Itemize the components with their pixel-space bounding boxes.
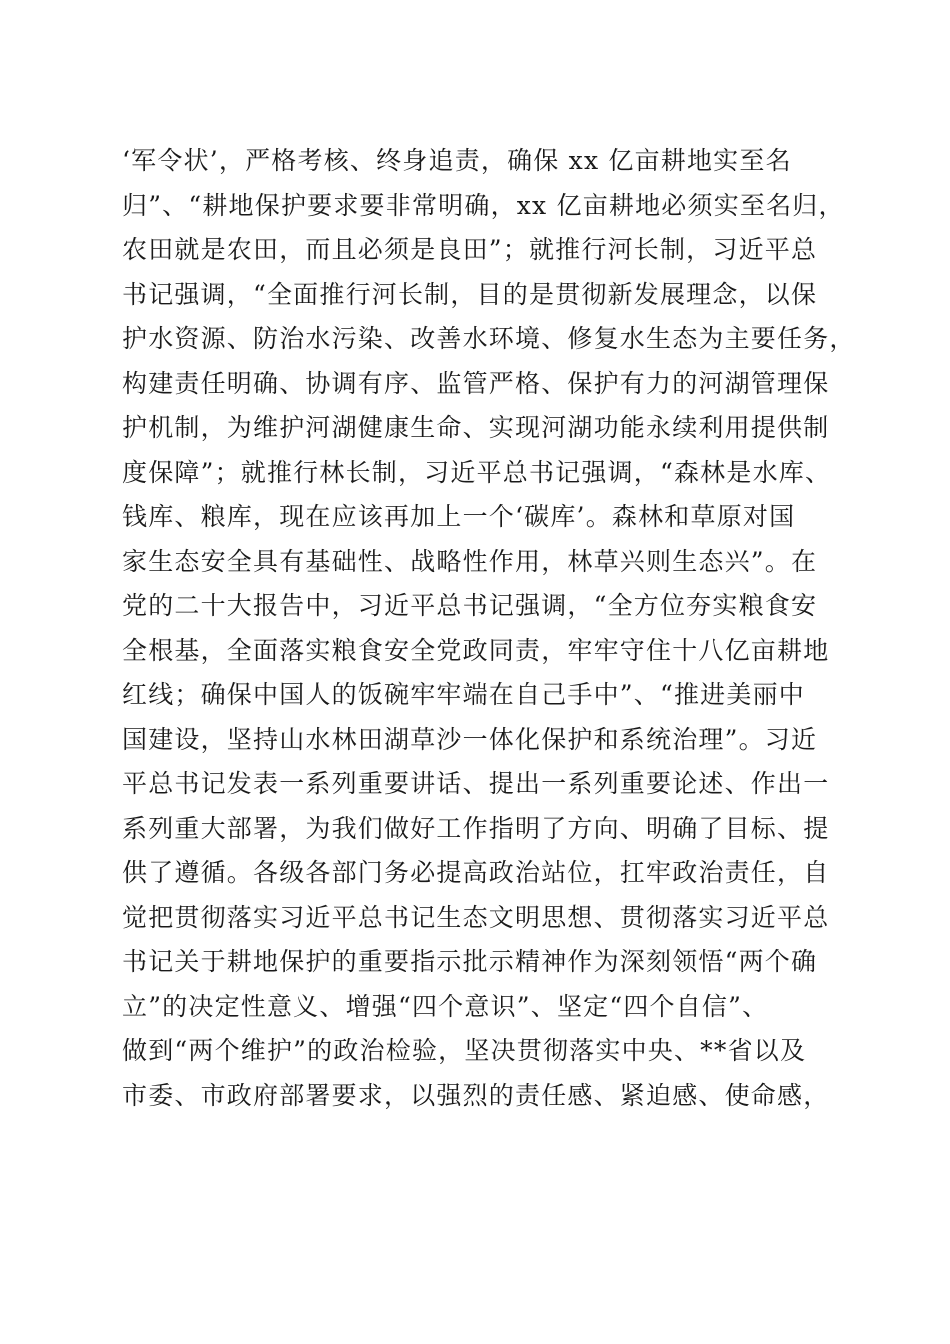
text-line: 做到“两个维护”的政治检验，坚决贯彻落实中央、**省以及 — [122, 1036, 807, 1065]
text-line: 党的二十大报告中，习近平总书记强调，“全方位夯实粮食安 — [122, 591, 818, 620]
text-line: 农田就是农田，而且必须是良田”；就推行河长制，习近平总 — [122, 235, 818, 264]
text-line: 平总书记发表一系列重要讲话、提出一系列重要论述、作出一 — [122, 769, 830, 798]
text-line: 红线；确保中国人的饭碗牢牢端在自己手中”、“推进美丽中 — [122, 680, 805, 709]
text-line: 国建设，坚持山水林田湖草沙一体化保护和系统治理”。习近 — [122, 724, 818, 754]
text-line: 全根基，全面落实粮食安全党政同责，牢牢守住十八亿亩耕地 — [122, 635, 830, 665]
text-line: 市委、市政府部署要求，以强烈的责任感、紧迫感、使命感， — [122, 1080, 830, 1110]
text-line: 构建责任明确、协调有序、监管严格、保护有力的河湖管理保 — [122, 368, 830, 398]
text-line: 家生态安全具有基础性、战略性作用，林草兴则生态兴”。在 — [122, 546, 818, 576]
text-line: 度保障”；就推行林长制，习近平总书记强调，“森林是水库、 — [122, 457, 832, 487]
body-paragraph — [122, 139, 856, 1118]
text-line: ‘军令状’，严格考核、终身追责，确保 xx 亿亩耕地实至名 — [122, 146, 792, 175]
text-line: 觉把贯彻落实习近平总书记生态文明思想、贯彻落实习近平总 — [122, 902, 830, 932]
text-line: 书记强调，“全面推行河长制，目的是贯彻新发展理念，以保 — [122, 279, 818, 309]
text-line: 护水资源、防治水污染、改善水环境、修复水生态为主要任务， — [122, 324, 856, 353]
text-line: 供了遵循。各级各部门务必提高政治站位，扛牢政治责任，自 — [122, 858, 830, 887]
text-line: 系列重大部署，为我们做好工作指明了方向、明确了目标、提 — [122, 813, 830, 843]
text-line: 归”、“耕地保护要求要非常明确，xx 亿亩耕地必须实至名归， — [122, 190, 845, 220]
text-line: 钱库、粮库，现在应该再加上一个‘碳库’。森林和草原对国 — [122, 502, 796, 531]
text-line: 护机制，为维护河湖健康生命、实现河湖功能永续利用提供制 — [122, 413, 830, 442]
text-line: 立”的决定性意义、增强“四个意识”、坚定“四个自信”、 — [122, 991, 769, 1021]
text-line: 书记关于耕地保护的重要指示批示精神作为深刻领悟“两个确 — [122, 947, 818, 976]
